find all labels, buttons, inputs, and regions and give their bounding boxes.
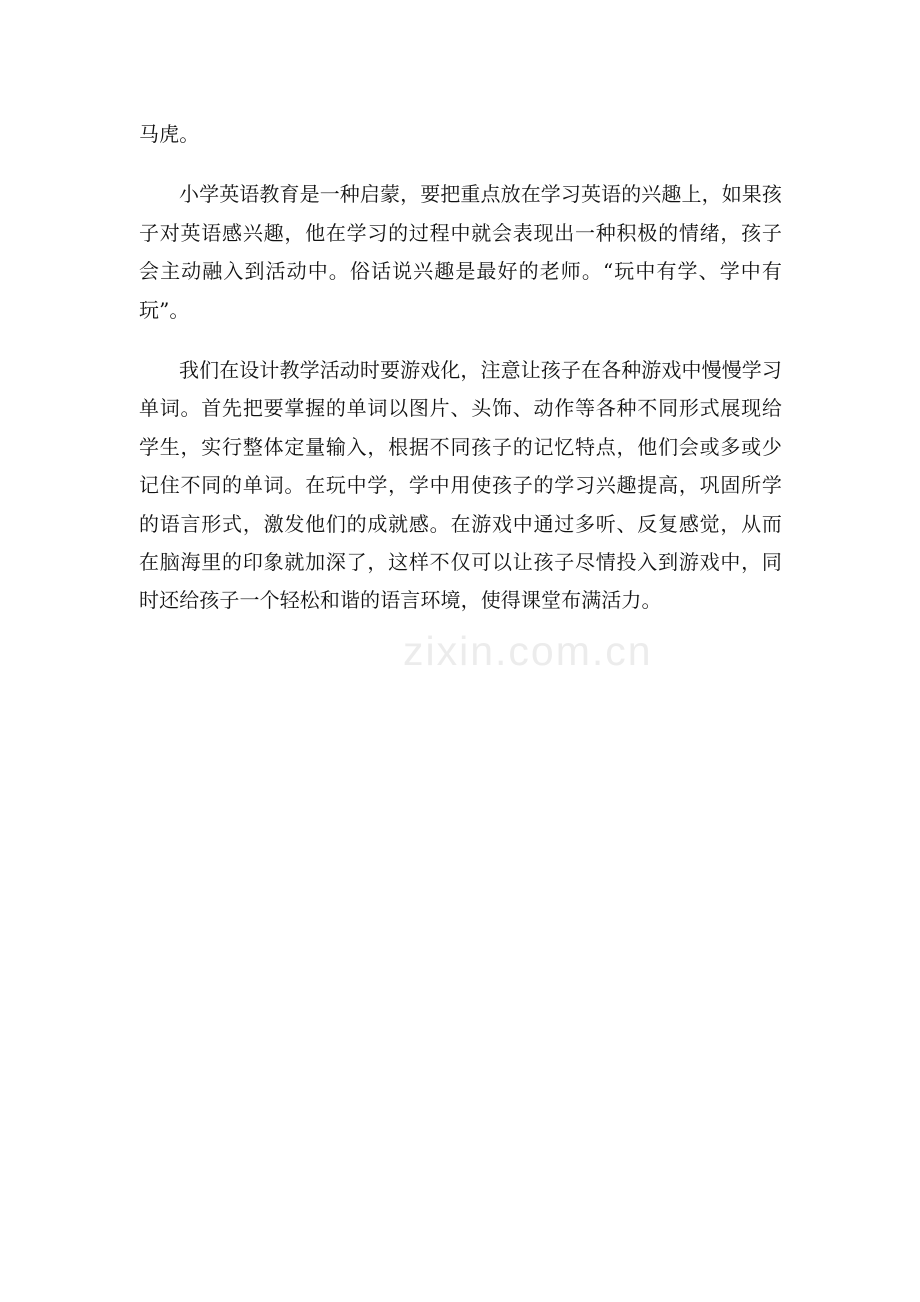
paragraph-english-education: 小学英语教育是一种启蒙，要把重点放在学习英语的兴趣上，如果孩子对英语感兴趣，他在学习的过程中就会表现出一种积极的情绪，孩子会主动融入到活动中。俗话说兴趣是最好的老师。“玩中有学、学中有玩”。 bbox=[139, 182, 782, 322]
paragraph-game-teaching: 我们在设计教学活动时要游戏化，注意让孩子在各种游戏中慢慢学习单词。首先把要掌握的单词以图片、头饰、动作等各种不同形式展现给学生，实行整体定量输入，根据不同孩子的记忆特点，他们会或多或少记住不同的单词。在玩中学，学中用使孩子的学习兴趣提高，巩固所学的语言形式，激发他们的成就感。在游戏中通过多听、反复感觉，从而在脑海里的印象就加深了，这样不仅可以让孩子尽情投入到游戏中，同时还给孩子一个轻松和谐的语言环境，使得课堂布满活力。 bbox=[139, 358, 782, 613]
watermark: zixin.com.cn bbox=[403, 628, 653, 674]
document-body bbox=[139, 115, 782, 620]
paragraph-continuation: 马虎。 bbox=[139, 122, 200, 146]
